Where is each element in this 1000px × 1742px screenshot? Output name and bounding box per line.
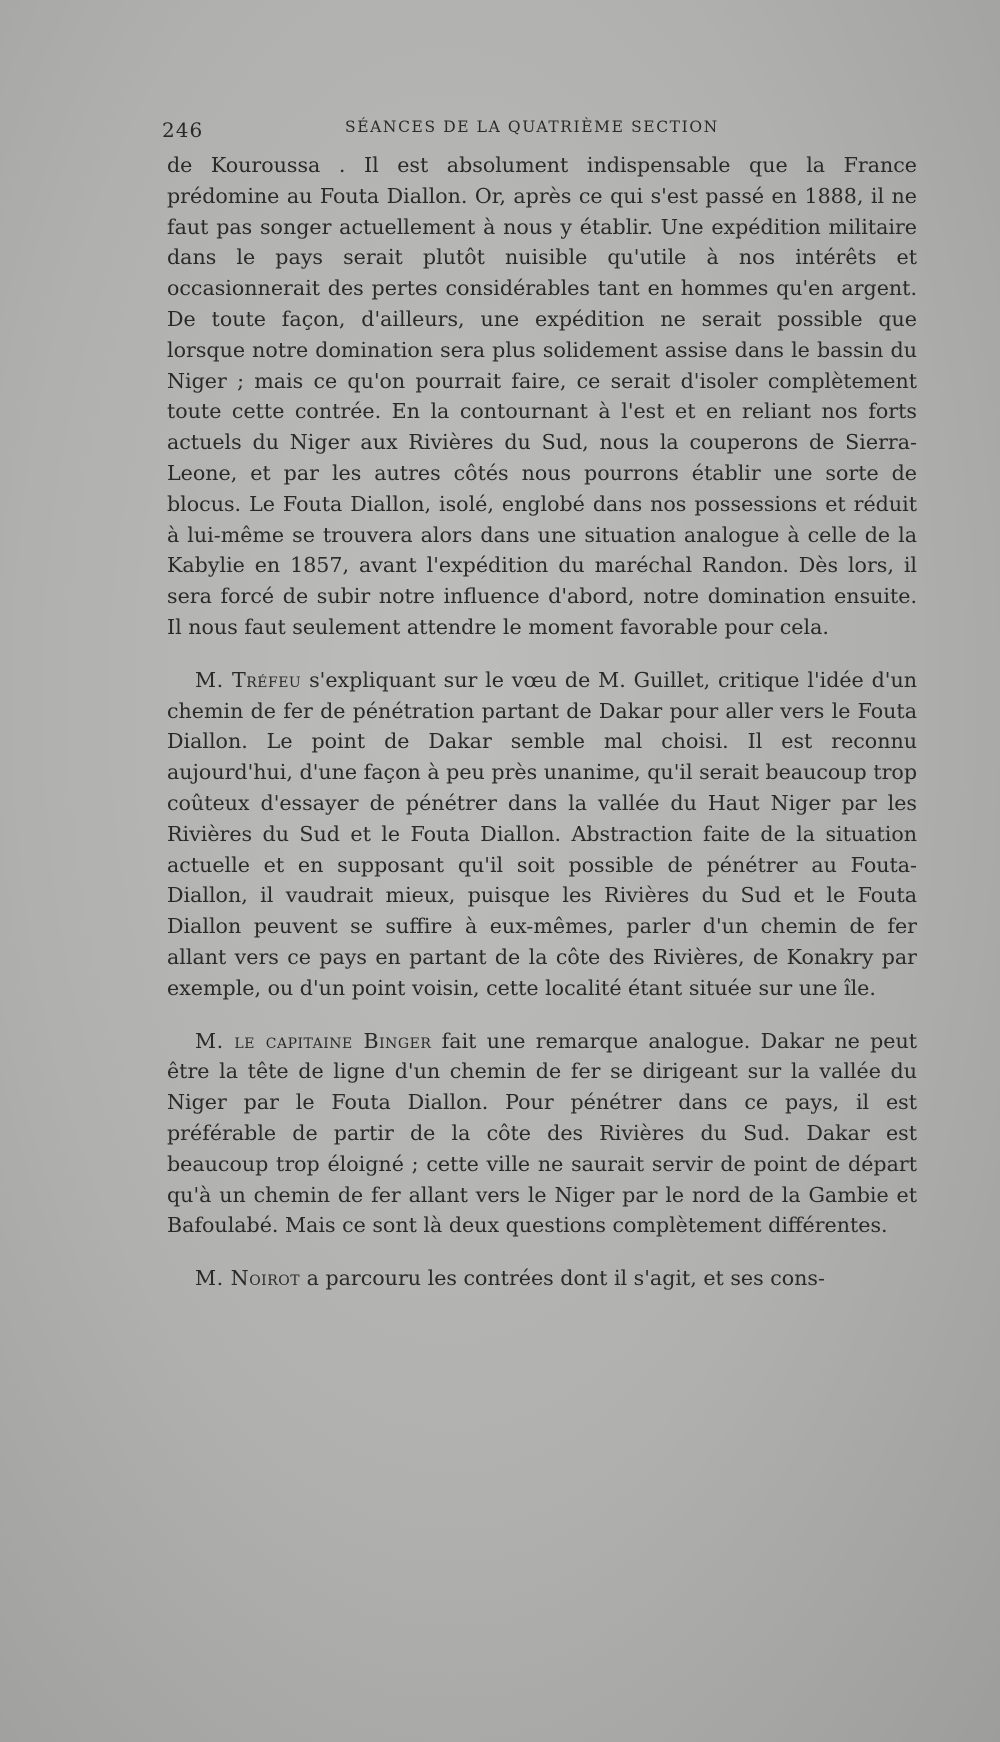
paragraph-kouroussa <box>167 150 917 643</box>
speaker-name: M. Noirot <box>195 1266 301 1291</box>
page-number: 246 <box>162 118 204 142</box>
paragraph-trefeu <box>167 665 917 1004</box>
paragraph-binger <box>167 1026 917 1242</box>
paragraph-text: de Kouroussa . Il est absolument indispensable que la France prédomine au Fouta Diallon. Or, après ce qui s'est passé en 1888, il ne faut pas songer actuellement à nous y établir. Une expédition militaire dans le pays serait plutôt nuisible qu'utile à nos intérêts et occasionnerait des pertes considérables tant en hommes qu'en argent. De toute façon, d'ailleurs, une expédition ne serait possible que lorsque notre domination sera plus solidement assise dans le bassin du Niger ; mais ce qu'on pourrait faire, ce serait d'isoler complètement toute cette contrée. En la contournant à l'est et en reliant nos forts actuels du Niger aux Rivières du Sud, nous la couperons de Sierra-Leone, et par les autres côtés nous pourrons établir une sorte de blocus. Le Fouta Diallon, isolé, englobé dans nos possessions et réduit à lui-même se trouvera alors dans une situation analogue à celle de la Kabylie en 1857, avant l'expédition du maréchal Randon. Dès lors, il sera forcé de subir notre influence d'abord, notre domination ensuite. Il nous faut seulement attendre le moment favorable pour cela. <box>167 153 917 639</box>
speaker-name: M. Tréfeu <box>195 667 302 692</box>
paragraph-text: a parcouru les contrées dont il s'agit, et ses cons- <box>300 1266 825 1291</box>
body-text <box>167 150 917 1316</box>
speaker-name: M. le capitaine Binger <box>195 1028 432 1053</box>
page-header <box>162 112 727 142</box>
paragraph-text: s'expliquant sur le vœu de M. Guillet, critique l'idée d'un chemin de fer de pénétration partant de Dakar pour aller vers le Fouta Diallon. Le point de Dakar semble mal choisi. Il est reconnu aujourd'hui, d'une façon à peu près unanime, qu'il serait beaucoup trop coûteux d'essayer de pénétrer dans la vallée du Haut Niger par les Rivières du Sud et le Fouta Diallon. Abstraction faite de la situation actuelle et en supposant qu'il soit possible de pénétrer au Fouta-Diallon, il vaudrait mieux, puisque les Rivières du Sud et le Fouta Diallon peuvent se suffire à eux-mêmes, parler d'un chemin de fer allant vers ce pays en partant de la côte des Rivières, de Konakry par exemple, ou d'un point voisin, cette localité étant située sur une île. <box>167 667 917 1000</box>
running-title: SÉANCES DE LA QUATRIÈME SECTION <box>345 118 719 136</box>
paragraph-text: fait une remarque analogue. Dakar ne peut être la tête de ligne d'un chemin de fer se dirigeant sur la vallée du Niger par le Fouta Diallon. Pour pénétrer dans ce pays, il est préférable de partir de la côte des Rivières du Sud. Dakar est beaucoup trop éloigné ; cette ville ne saurait servir de point de départ qu'à un chemin de fer allant vers le Niger par le nord de la Gambie et Bafoulabé. Mais ce sont là deux questions complètement différentes. <box>167 1028 917 1238</box>
paragraph-noirot <box>167 1263 917 1294</box>
